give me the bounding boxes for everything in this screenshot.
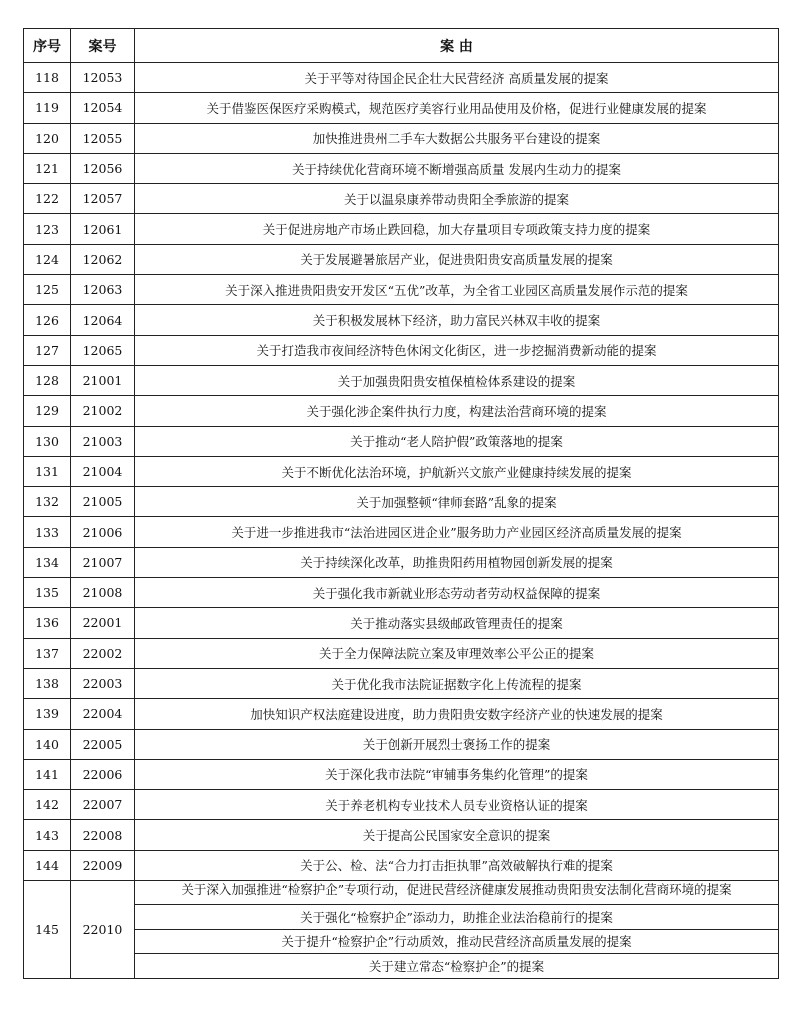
table-row xyxy=(24,396,779,426)
header-serial-no: 序号 xyxy=(24,29,71,63)
table-body xyxy=(24,63,779,979)
serial-no-cell: 123 xyxy=(24,214,71,244)
serial-no-cell: 140 xyxy=(24,729,71,759)
table-row xyxy=(24,790,779,820)
serial-no-cell: 128 xyxy=(24,365,71,395)
case-no-cell: 22002 xyxy=(71,638,135,668)
serial-no-cell: 134 xyxy=(24,547,71,577)
case-no-cell: 21005 xyxy=(71,487,135,517)
reason-cell: 关于不断优化法治环境，护航新兴文旅产业健康持续发展的提案 xyxy=(135,456,779,486)
serial-no-cell: 138 xyxy=(24,668,71,698)
case-no-cell: 21004 xyxy=(71,456,135,486)
reason-cell: 关于平等对待国企民企壮大民营经济 高质量发展的提案 xyxy=(135,63,779,93)
case-no-cell: 12065 xyxy=(71,335,135,365)
case-no-cell: 21001 xyxy=(71,365,135,395)
table-row xyxy=(24,905,779,929)
reason-cell: 关于借鉴医保医疗采购模式，规范医疗美容行业用品使用及价格，促进行业健康发展的提案 xyxy=(135,93,779,123)
table-row xyxy=(24,305,779,335)
table-row xyxy=(24,638,779,668)
serial-no-cell: 135 xyxy=(24,578,71,608)
case-no-cell: 12054 xyxy=(71,93,135,123)
reason-cell: 关于推动落实县级邮政管理责任的提案 xyxy=(135,608,779,638)
table-row xyxy=(24,517,779,547)
table-row xyxy=(24,668,779,698)
serial-no-cell: 132 xyxy=(24,487,71,517)
reason-cell: 关于强化我市新就业形态劳动者劳动权益保障的提案 xyxy=(135,578,779,608)
case-no-cell: 22007 xyxy=(71,790,135,820)
table-row xyxy=(24,214,779,244)
serial-no-cell: 118 xyxy=(24,63,71,93)
table-row xyxy=(24,487,779,517)
case-no-cell: 12056 xyxy=(71,153,135,183)
serial-no-cell: 143 xyxy=(24,820,71,850)
table-row xyxy=(24,123,779,153)
table-row xyxy=(24,820,779,850)
serial-no-cell: 125 xyxy=(24,275,71,305)
case-no-cell: 21008 xyxy=(71,578,135,608)
case-no-cell: 12055 xyxy=(71,123,135,153)
case-no-cell: 12064 xyxy=(71,305,135,335)
table-row xyxy=(24,275,779,305)
table-row xyxy=(24,547,779,577)
proposal-table xyxy=(23,28,779,979)
group-reason-2: 关于强化“检察护企”添动力，助推企业法治稳前行的提案 xyxy=(135,905,779,929)
table-header-row xyxy=(24,29,779,63)
serial-no-cell: 144 xyxy=(24,850,71,880)
case-no-cell: 22008 xyxy=(71,820,135,850)
group-serial-no: 145 xyxy=(24,881,71,979)
reason-cell: 关于加强贵阳贵安植保植检体系建设的提案 xyxy=(135,365,779,395)
reason-cell: 加快知识产权法庭建设进度，助力贵阳贵安数字经济产业的快速发展的提案 xyxy=(135,699,779,729)
serial-no-cell: 131 xyxy=(24,456,71,486)
table-row xyxy=(24,729,779,759)
table-row xyxy=(24,184,779,214)
serial-no-cell: 142 xyxy=(24,790,71,820)
serial-no-cell: 141 xyxy=(24,759,71,789)
table-row xyxy=(24,759,779,789)
table-row xyxy=(24,93,779,123)
serial-no-cell: 133 xyxy=(24,517,71,547)
serial-no-cell: 122 xyxy=(24,184,71,214)
reason-cell: 关于以温泉康养带动贵阳全季旅游的提案 xyxy=(135,184,779,214)
group-case-no: 22010 xyxy=(71,881,135,979)
table-row xyxy=(24,426,779,456)
case-no-cell: 21003 xyxy=(71,426,135,456)
reason-cell: 关于促进房地产市场止跌回稳，加大存量项目专项政策支持力度的提案 xyxy=(135,214,779,244)
reason-cell: 关于加强整顿“律师套路”乱象的提案 xyxy=(135,487,779,517)
table-row xyxy=(24,954,779,978)
table-row xyxy=(24,244,779,274)
serial-no-cell: 127 xyxy=(24,335,71,365)
case-no-cell: 22003 xyxy=(71,668,135,698)
reason-cell: 关于打造我市夜间经济特色休闲文化街区，进一步挖掘消费新动能的提案 xyxy=(135,335,779,365)
header-case-no: 案号 xyxy=(71,29,135,63)
serial-no-cell: 137 xyxy=(24,638,71,668)
case-no-cell: 22001 xyxy=(71,608,135,638)
serial-no-cell: 139 xyxy=(24,699,71,729)
group-reason-4: 关于建立常态“检察护企”的提案 xyxy=(135,954,779,978)
table-row xyxy=(24,608,779,638)
reason-cell: 关于创新开展烈士褒扬工作的提案 xyxy=(135,729,779,759)
case-no-cell: 21007 xyxy=(71,547,135,577)
table-row xyxy=(24,578,779,608)
serial-no-cell: 130 xyxy=(24,426,71,456)
reason-cell: 关于持续优化营商环境不断增强高质量 发展内生动力的提案 xyxy=(135,153,779,183)
table-row xyxy=(24,881,779,905)
serial-no-cell: 124 xyxy=(24,244,71,274)
serial-no-cell: 126 xyxy=(24,305,71,335)
reason-cell: 关于深化我市法院“审辅事务集约化管理”的提案 xyxy=(135,759,779,789)
reason-cell: 关于提高公民国家安全意识的提案 xyxy=(135,820,779,850)
reason-cell: 关于强化涉企案件执行力度，构建法治营商环境的提案 xyxy=(135,396,779,426)
serial-no-cell: 120 xyxy=(24,123,71,153)
reason-cell: 关于进一步推进我市“法治进园区进企业”服务助力产业园区经济高质量发展的提案 xyxy=(135,517,779,547)
case-no-cell: 12061 xyxy=(71,214,135,244)
reason-cell: 关于养老机构专业技术人员专业资格认证的提案 xyxy=(135,790,779,820)
reason-cell: 关于推动“老人陪护假”政策落地的提案 xyxy=(135,426,779,456)
reason-cell: 关于持续深化改革，助推贵阳药用植物园创新发展的提案 xyxy=(135,547,779,577)
reason-cell: 关于发展避暑旅居产业，促进贵阳贵安高质量发展的提案 xyxy=(135,244,779,274)
table-row xyxy=(24,335,779,365)
case-no-cell: 21006 xyxy=(71,517,135,547)
case-no-cell: 21002 xyxy=(71,396,135,426)
header-reason: 案 由 xyxy=(135,29,779,63)
reason-cell: 关于深入推进贵阳贵安开发区“五优”改革，为全省工业园区高质量发展作示范的提案 xyxy=(135,275,779,305)
case-no-cell: 12053 xyxy=(71,63,135,93)
serial-no-cell: 129 xyxy=(24,396,71,426)
case-no-cell: 12062 xyxy=(71,244,135,274)
table-row xyxy=(24,929,779,953)
serial-no-cell: 136 xyxy=(24,608,71,638)
reason-cell: 关于公、检、法“合力打击拒执罪”高效破解执行难的提案 xyxy=(135,850,779,880)
case-no-cell: 22004 xyxy=(71,699,135,729)
serial-no-cell: 119 xyxy=(24,93,71,123)
table-row xyxy=(24,456,779,486)
table-row xyxy=(24,63,779,93)
reason-cell: 关于积极发展林下经济，助力富民兴林双丰收的提案 xyxy=(135,305,779,335)
group-reason-3: 关于提升“检察护企”行动质效，推动民营经济高质量发展的提案 xyxy=(135,929,779,953)
case-no-cell: 22009 xyxy=(71,850,135,880)
case-no-cell: 22005 xyxy=(71,729,135,759)
case-no-cell: 12057 xyxy=(71,184,135,214)
reason-cell: 关于全力保障法院立案及审理效率公平公正的提案 xyxy=(135,638,779,668)
table-row xyxy=(24,850,779,880)
reason-cell: 关于优化我市法院证据数字化上传流程的提案 xyxy=(135,668,779,698)
table-row xyxy=(24,699,779,729)
group-reason-1: 关于深入加强推进“检察护企”专项行动，促进民营经济健康发展推动贵阳贵安法制化营商环境的提案 xyxy=(181,882,732,898)
reason-cell: 加快推进贵州二手车大数据公共服务平台建设的提案 xyxy=(135,123,779,153)
case-no-cell: 12063 xyxy=(71,275,135,305)
table-row xyxy=(24,153,779,183)
case-no-cell: 22006 xyxy=(71,759,135,789)
table-row xyxy=(24,365,779,395)
serial-no-cell: 121 xyxy=(24,153,71,183)
group-reason-cell xyxy=(135,881,779,905)
